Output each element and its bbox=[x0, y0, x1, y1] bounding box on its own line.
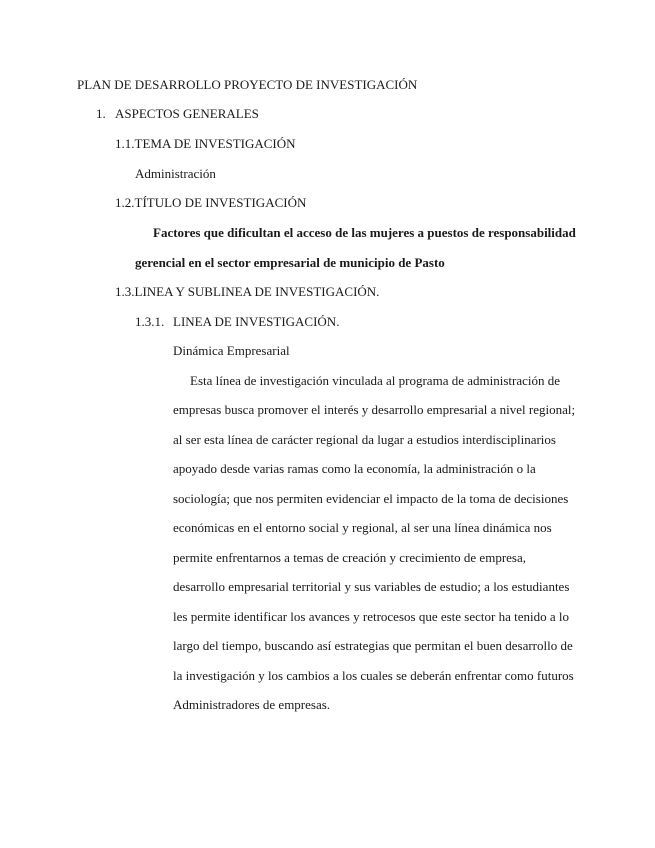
section-1-1-heading: 1.1.TEMA DE INVESTIGACIÓN bbox=[115, 136, 296, 151]
paragraph-line: sociología; que nos permiten evidenciar el impacto de la toma de decisiones bbox=[173, 491, 569, 506]
paragraph-line: económicas en el entorno social y regional, al ser una línea dinámica nos bbox=[173, 520, 552, 535]
section-1-3-1-heading bbox=[135, 314, 339, 330]
research-title-line-2: gerencial en el sector empresarial de municipio de Pasto bbox=[135, 255, 445, 270]
section-1-3-1-number: 1.3.1. bbox=[135, 314, 165, 329]
paragraph-line: la investigación y los cambios a los cuales se deberán enfrentar como futuros bbox=[173, 668, 574, 683]
paragraph-line: desarrollo empresarial territorial y sus variables de estudio; a los estudiantes bbox=[173, 579, 570, 594]
paragraph-line: al ser esta línea de carácter regional da lugar a estudios interdisciplinarios bbox=[173, 432, 556, 447]
section-1-label: ASPECTOS GENERALES bbox=[115, 106, 259, 121]
paragraph-line: empresas busca promover el interés y desarrollo empresarial a nivel regional; bbox=[173, 402, 576, 417]
research-title-line-1: Factores que dificultan el acceso de las mujeres a puestos de responsabilidad bbox=[153, 225, 576, 240]
paragraph-line: les permite identificar los avances y retrocesos que este sector ha tenido a lo bbox=[173, 609, 569, 624]
section-1-heading bbox=[96, 106, 259, 122]
section-1-3-heading: 1.3.LINEA Y SUBLINEA DE INVESTIGACIÓN. bbox=[115, 284, 380, 299]
paragraph-line: Administradores de empresas. bbox=[173, 697, 331, 712]
paragraph-line: permite enfrentarnos a temas de creación y crecimiento de empresa, bbox=[173, 550, 526, 565]
section-1-2-heading: 1.2.TÍTULO DE INVESTIGACIÓN bbox=[115, 195, 307, 210]
section-1-1-value: Administración bbox=[135, 166, 216, 181]
research-line-name: Dinámica Empresarial bbox=[173, 343, 290, 358]
section-1-number: 1. bbox=[96, 106, 106, 121]
section-1-3-1-label: LINEA DE INVESTIGACIÓN. bbox=[173, 314, 340, 329]
paragraph-line: apoyado desde varias ramas como la economía, la administración o la bbox=[173, 461, 536, 476]
paragraph-line: Esta línea de investigación vinculada al programa de administración de bbox=[190, 373, 561, 388]
paragraph-line: largo del tiempo, buscando así estrategias que permitan el buen desarrollo de bbox=[173, 638, 573, 653]
document-title: PLAN DE DESARROLLO PROYECTO DE INVESTIGACIÓN bbox=[77, 77, 418, 92]
